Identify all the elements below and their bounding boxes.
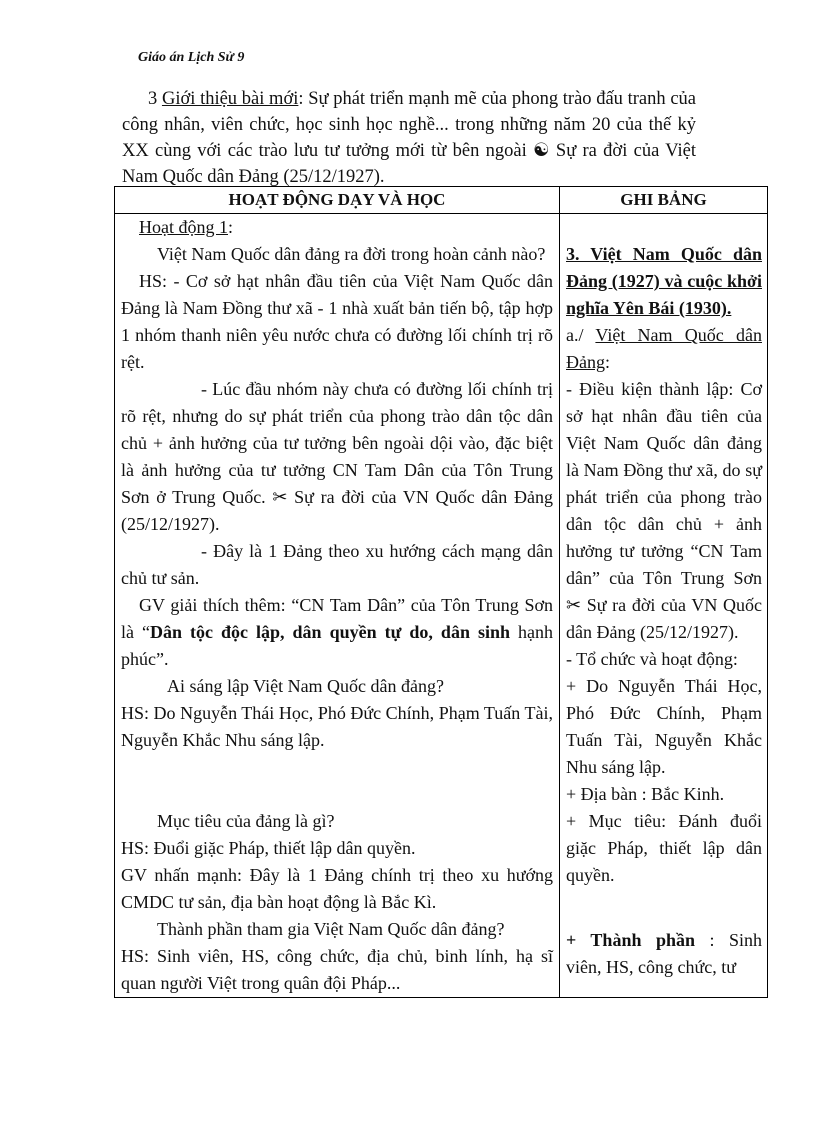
teacher-emphasis: GV nhấn mạnh: Đây là 1 Đảng chính trị theo xu hướng CMDC tư sản, địa bàn hoạt động là Bắc Kì.: [121, 865, 553, 912]
section-title: 3. Việt Nam Quốc dân Đảng (1927) và cuộc khởi nghĩa Yên Bái (1930).: [566, 244, 762, 318]
activity-heading: Hoạt động 1:: [139, 217, 234, 237]
question-4: Thành phần tham gia Việt Nam Quốc dân đảng?: [157, 919, 505, 939]
answer-5: HS: Đuổi giặc Pháp, thiết lập dân quyền.: [121, 838, 416, 858]
left-column: [115, 214, 560, 998]
spacer: [566, 889, 762, 927]
note-conditions: - Điều kiện thành lập: Cơ sở hạt nhân đầu tiên của Việt Nam Quốc dân đảng là Nam Đồng thư xã, do sự phát triển của phong trào dân tộc dân chủ + ảnh hưởng tư tưởng “CN Tam dân” của Tôn Trung Sơn ✂ Sự ra đời của VN Quốc dân Đảng (25/12/1927).: [566, 379, 762, 642]
note-founders: + Do Nguyễn Thái Học, Phó Đức Chính, Phạm Tuấn Tài, Nguyễn Khắc Nhu sáng lập.: [566, 676, 762, 777]
intro-paragraph: [122, 86, 696, 190]
question-2: Ai sáng lập Việt Nam Quốc dân đảng?: [167, 676, 445, 696]
lesson-table: [114, 186, 768, 998]
answer-1: HS: - Cơ sở hạt nhân đầu tiên của Việt Nam Quốc dân Đảng là Nam Đồng thư xã - 1 nhà xuất bản tiến bộ, tập hợp 1 nhóm thanh niên yêu nước chưa có đường lối chính trị rõ rệt.: [121, 271, 553, 372]
subsection-title: a./ Việt Nam Quốc dân Đảng:: [566, 325, 762, 372]
intro-text: : Sự phát triển mạnh mẽ của phong trào đấu tranh của công nhân, viên chức, học sinh học nghề... trong những năm 20 của thế kỷ XX cùng với các trào lưu tư tưởng mới từ bên ngoài ☯ Sự ra đời của Việt Nam Quốc dân Đảng (25/12/1927).: [122, 89, 697, 187]
note-area: + Địa bàn : Bắc Kinh.: [566, 784, 725, 804]
header-teaching-activities: HOẠT ĐỘNG DẠY VÀ HỌC: [115, 187, 560, 214]
question-3: Mục tiêu của đảng là gì?: [157, 811, 335, 831]
header-board-notes: GHI BẢNG: [560, 187, 768, 214]
table-header-row: [115, 187, 768, 214]
note-organization: - Tổ chức và hoạt động:: [566, 649, 738, 669]
spacer: [121, 754, 553, 808]
intro-label: Giới thiệu bài mới: [161, 89, 299, 109]
note-composition: + Thành phần : Sinh viên, HS, công chức, tư: [566, 930, 762, 977]
answer-4: HS: Do Nguyễn Thái Học, Phó Đức Chính, Phạm Tuấn Tài, Nguyễn Khắc Nhu sáng lập.: [121, 703, 553, 750]
document-header: Giáo án Lịch Sử 9: [138, 50, 245, 65]
right-column: [560, 214, 768, 998]
answer-6: HS: Sinh viên, HS, công chức, địa chủ, binh lính, hạ sĩ quan người Việt trong quân đội Pháp...: [121, 946, 553, 993]
answer-2: - Lúc đầu nhóm này chưa có đường lối chính trị rõ rệt, nhưng do sự phát triển của phong trào dân tộc dân chủ + ảnh hưởng của tư tưởng bên ngoài dội vào, đặc biệt là ảnh hưởng của tư tưởng CN Tam Dân của Tôn Trung Sơn ở Trung Quốc. ✂ Sự ra đời của VN Quốc dân Đảng (25/12/1927).: [121, 379, 553, 534]
table-body-row: [115, 214, 768, 998]
intro-number: 3: [148, 89, 158, 109]
teacher-explanation-1: GV giải thích thêm: “CN Tam Dân” của Tôn Trung Sơn là “Dân tộc độc lập, dân quyền tự do, dân sinh hạnh phúc”.: [121, 595, 553, 669]
answer-3: - Đây là 1 Đảng theo xu hướng cách mạng dân chủ tư sản.: [121, 541, 553, 588]
question-1: Việt Nam Quốc dân đảng ra đời trong hoàn cảnh nào?: [157, 244, 546, 264]
note-goal: + Mục tiêu: Đánh đuổi giặc Pháp, thiết lập dân quyền.: [566, 811, 762, 885]
